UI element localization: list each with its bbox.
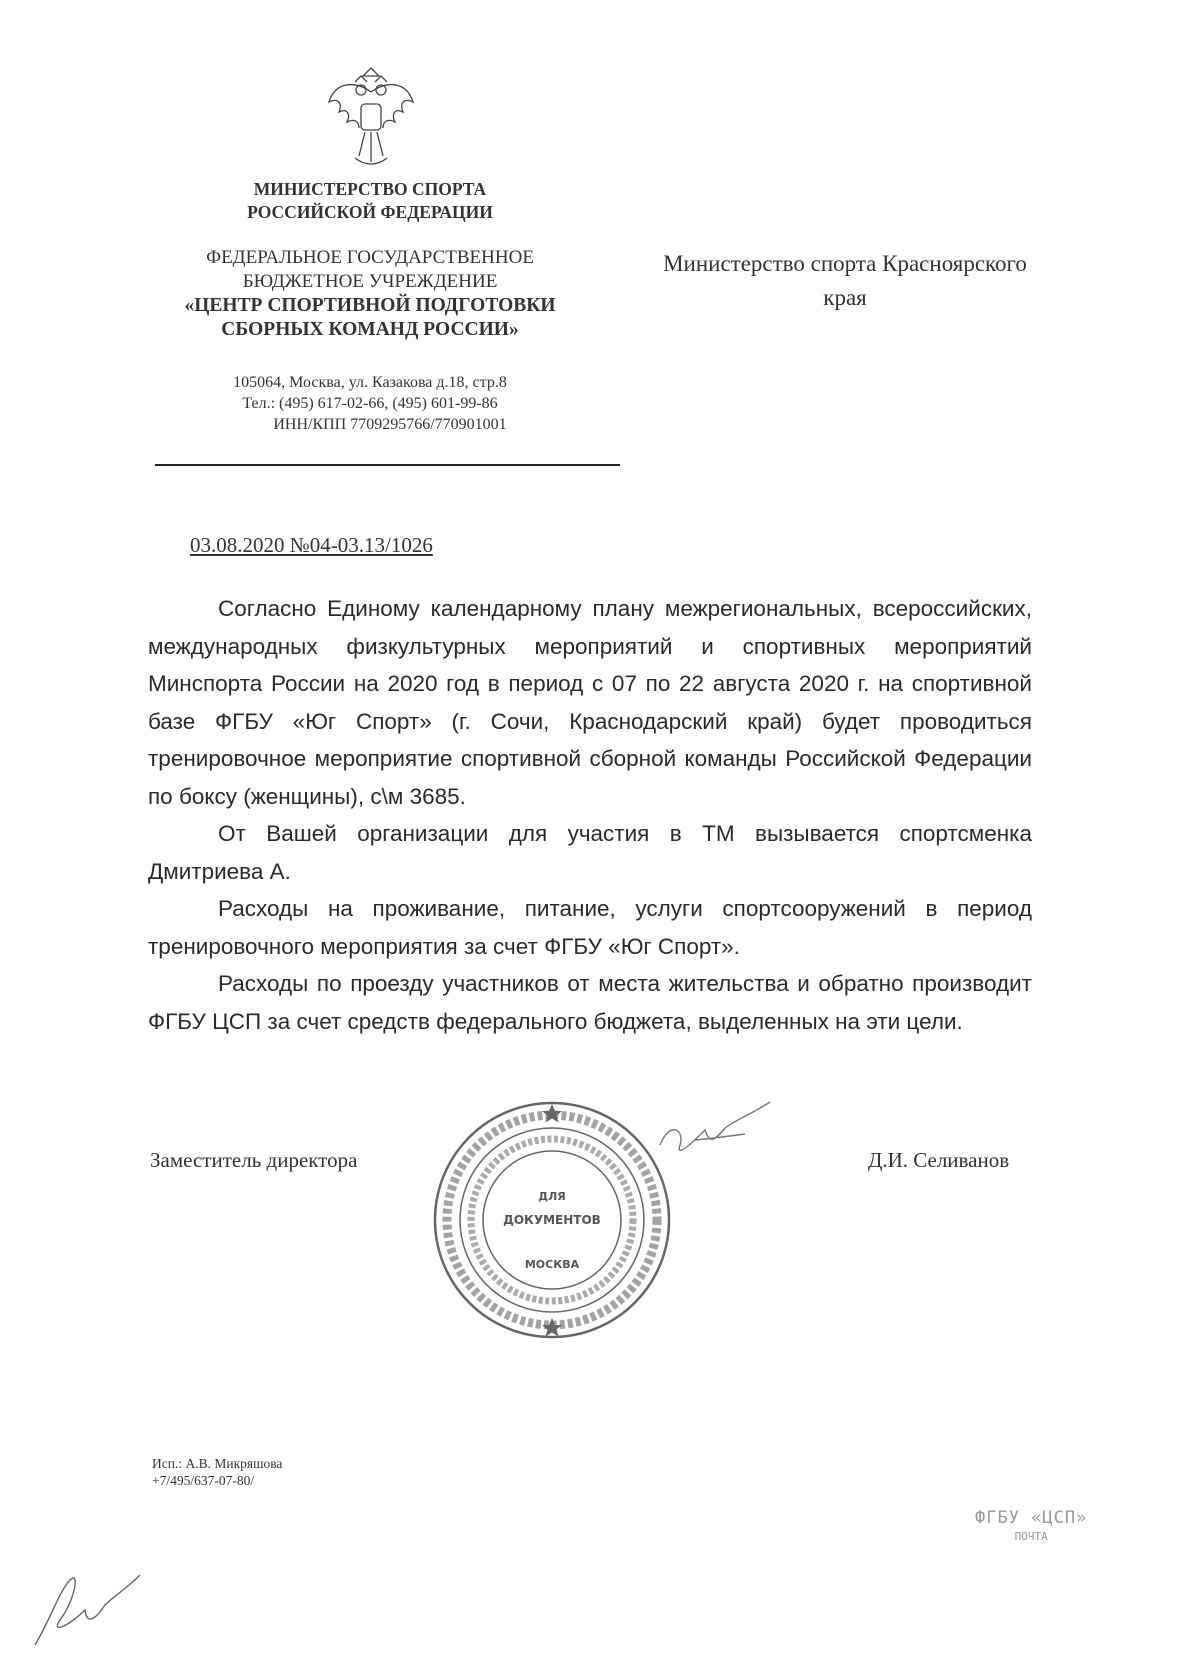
seal-city: МОСКВА bbox=[524, 1258, 580, 1271]
letter-body bbox=[148, 590, 1032, 1040]
body-paragraph: От Вашей организации для участия в ТМ вызывается спортсменка Дмитриева А. bbox=[148, 821, 1032, 884]
handwritten-initials bbox=[25, 1570, 145, 1650]
mail-stamp-line-1: ФГБУ «ЦСП» bbox=[975, 1508, 1088, 1528]
addressee-line-1: Министерство спорта Красноярского bbox=[663, 251, 1027, 276]
document-number: 03.08.2020 №04-03.13/1026 bbox=[190, 533, 433, 557]
addressee-line-2: края bbox=[823, 285, 867, 310]
executor-name: Исп.: А.В. Микряшова bbox=[152, 1456, 283, 1471]
org-line-2: БЮДЖЕТНОЕ УЧРЕЖДЕНИЕ bbox=[242, 271, 498, 292]
executor-info bbox=[152, 1455, 282, 1489]
ministry-line-2: РОССИЙСКОЙ ФЕДЕРАЦИИ bbox=[247, 202, 493, 222]
signatory-title: Заместитель директора bbox=[150, 1148, 358, 1172]
org-line-3: «ЦЕНТР СПОРТИВНОЙ ПОДГОТОВКИ bbox=[184, 295, 556, 316]
ministry-name bbox=[140, 178, 600, 224]
official-seal bbox=[432, 1100, 672, 1340]
org-line-4: СБОРНЫХ КОМАНД РОССИИ» bbox=[221, 319, 519, 340]
letterhead-divider bbox=[155, 464, 620, 466]
org-phone: Тел.: (495) 617-02-66, (495) 601-99-86 bbox=[242, 395, 498, 412]
body-paragraph: Расходы по проезду участников от места жительства и обратно производит ФГБУ ЦСП за счет средств федерального бюджета, выделенных на эти цели. bbox=[148, 971, 1032, 1034]
executor-phone: +7/495/637-07-80/ bbox=[152, 1473, 255, 1488]
mail-received-stamp bbox=[975, 1508, 1087, 1543]
body-paragraph: Расходы на проживание, питание, услуги спортсооружений в период тренировочного мероприятия за счет ФГБУ «Юг Спорт». bbox=[148, 896, 1032, 959]
coat-of-arms-emblem bbox=[325, 62, 417, 174]
mail-stamp-line-2: ПОЧТА bbox=[1014, 1530, 1048, 1543]
org-address: 105064, Москва, ул. Казакова д.18, стр.8 bbox=[233, 374, 507, 391]
seal-center-line-1: ДЛЯ bbox=[538, 1190, 566, 1203]
ministry-line-1: МИНИСТЕРСТВО СПОРТА bbox=[253, 179, 487, 199]
organization-name bbox=[140, 246, 600, 342]
signatory-name: Д.И. Селиванов bbox=[868, 1148, 1010, 1172]
seal-center-line-2: ДОКУМЕНТОВ bbox=[503, 1213, 601, 1227]
addressee bbox=[625, 247, 1065, 315]
org-inn: ИНН/КПП 7709295766/770901001 bbox=[273, 416, 507, 433]
body-paragraph: Согласно Единому календарному плану межрегиональных, всероссийских, международных физкультурных мероприятий и спортивных мероприятий Минспорта России на 2020 год в период с 07 по 22 августа 2020 г. на спортивной базе ФГБУ «Юг Спорт» (г. Сочи, Краснодарский край) будет проводиться тренировочное мероприятие спортивной сборной команды Российской Федерации по боксу (женщины), с\м 3685. bbox=[148, 596, 1032, 809]
organization-contacts bbox=[140, 372, 600, 435]
org-line-1: ФЕДЕРАЛЬНОЕ ГОСУДАРСТВЕННОЕ bbox=[206, 247, 534, 268]
handwritten-signature bbox=[655, 1100, 775, 1170]
